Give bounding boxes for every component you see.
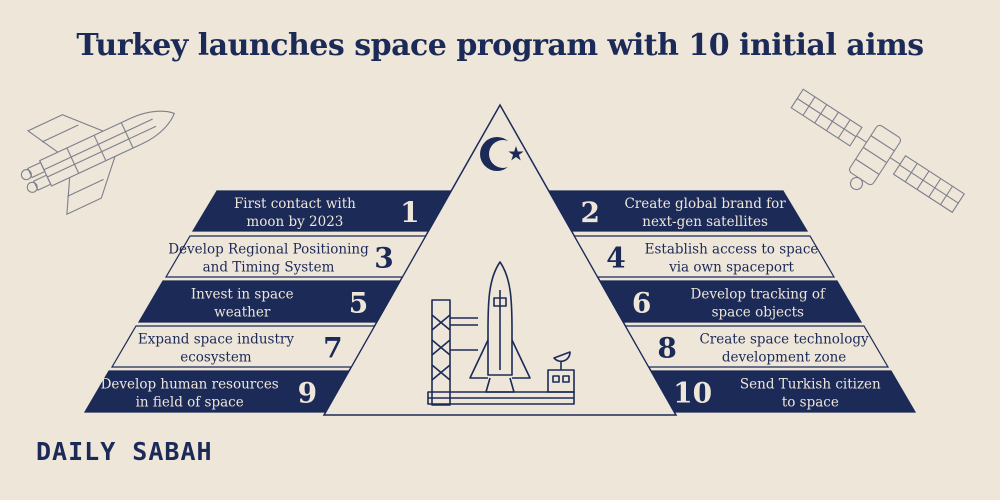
aim-9	[85, 371, 349, 412]
aim-5	[139, 281, 400, 322]
aim-7	[112, 326, 375, 367]
aim-number: 1	[400, 196, 420, 229]
aim-text-line: via own spaceport	[669, 259, 794, 276]
aim-number: 8	[657, 331, 677, 365]
rocket-icon	[5, 72, 193, 225]
aim-text-line: weather	[214, 304, 271, 321]
aim-text-line: Develop Regional Positioning	[168, 241, 369, 258]
aim-10	[651, 371, 915, 412]
aim-number: 6	[631, 286, 652, 320]
aim-text-line: in field of space	[135, 394, 244, 411]
aim-text-line: Create global brand for	[624, 196, 786, 212]
aim-number: 4	[606, 241, 626, 275]
aim-text-line: to space	[781, 394, 839, 411]
page-title: Turkey launches space program with 10 initial aims	[76, 28, 924, 63]
aim-text-line: Send Turkish citizen	[739, 376, 881, 393]
daily-sabah-logo: DAILY SABAH	[36, 437, 213, 466]
aim-4	[574, 236, 834, 277]
aim-1	[193, 191, 451, 231]
aim-number: 3	[374, 241, 394, 275]
aim-3	[166, 236, 426, 277]
satellite-icon	[773, 79, 971, 241]
aim-text-line: next-gen satellites	[642, 214, 768, 230]
aim-text-line: Develop human resources	[100, 376, 279, 393]
aim-text-line: Establish access to space	[644, 241, 819, 258]
aim-text-line: Invest in space	[190, 286, 294, 303]
aim-number: 10	[673, 376, 713, 410]
aim-text-line: moon by 2023	[246, 214, 344, 230]
space-shuttle-launch-pad-icon	[428, 262, 574, 405]
aim-number: 9	[297, 376, 318, 410]
aim-text-line: Develop tracking of	[690, 286, 826, 303]
aim-number: 7	[323, 331, 343, 365]
aim-text-line: Expand space industry	[137, 331, 294, 348]
aim-8	[625, 326, 888, 367]
aim-number: 5	[348, 286, 369, 320]
crescent-star-icon	[480, 137, 524, 171]
aim-text-line: ecosystem	[180, 349, 252, 366]
aim-6	[600, 281, 861, 322]
aim-text-line: development zone	[721, 349, 847, 366]
aim-text-line: First contact with	[233, 196, 356, 212]
aim-text-line: and Timing System	[202, 259, 335, 276]
aim-2	[549, 191, 807, 231]
aim-number: 2	[580, 196, 600, 229]
aim-text-line: Create space technology	[699, 331, 869, 348]
aim-text-line: space objects	[711, 304, 804, 321]
